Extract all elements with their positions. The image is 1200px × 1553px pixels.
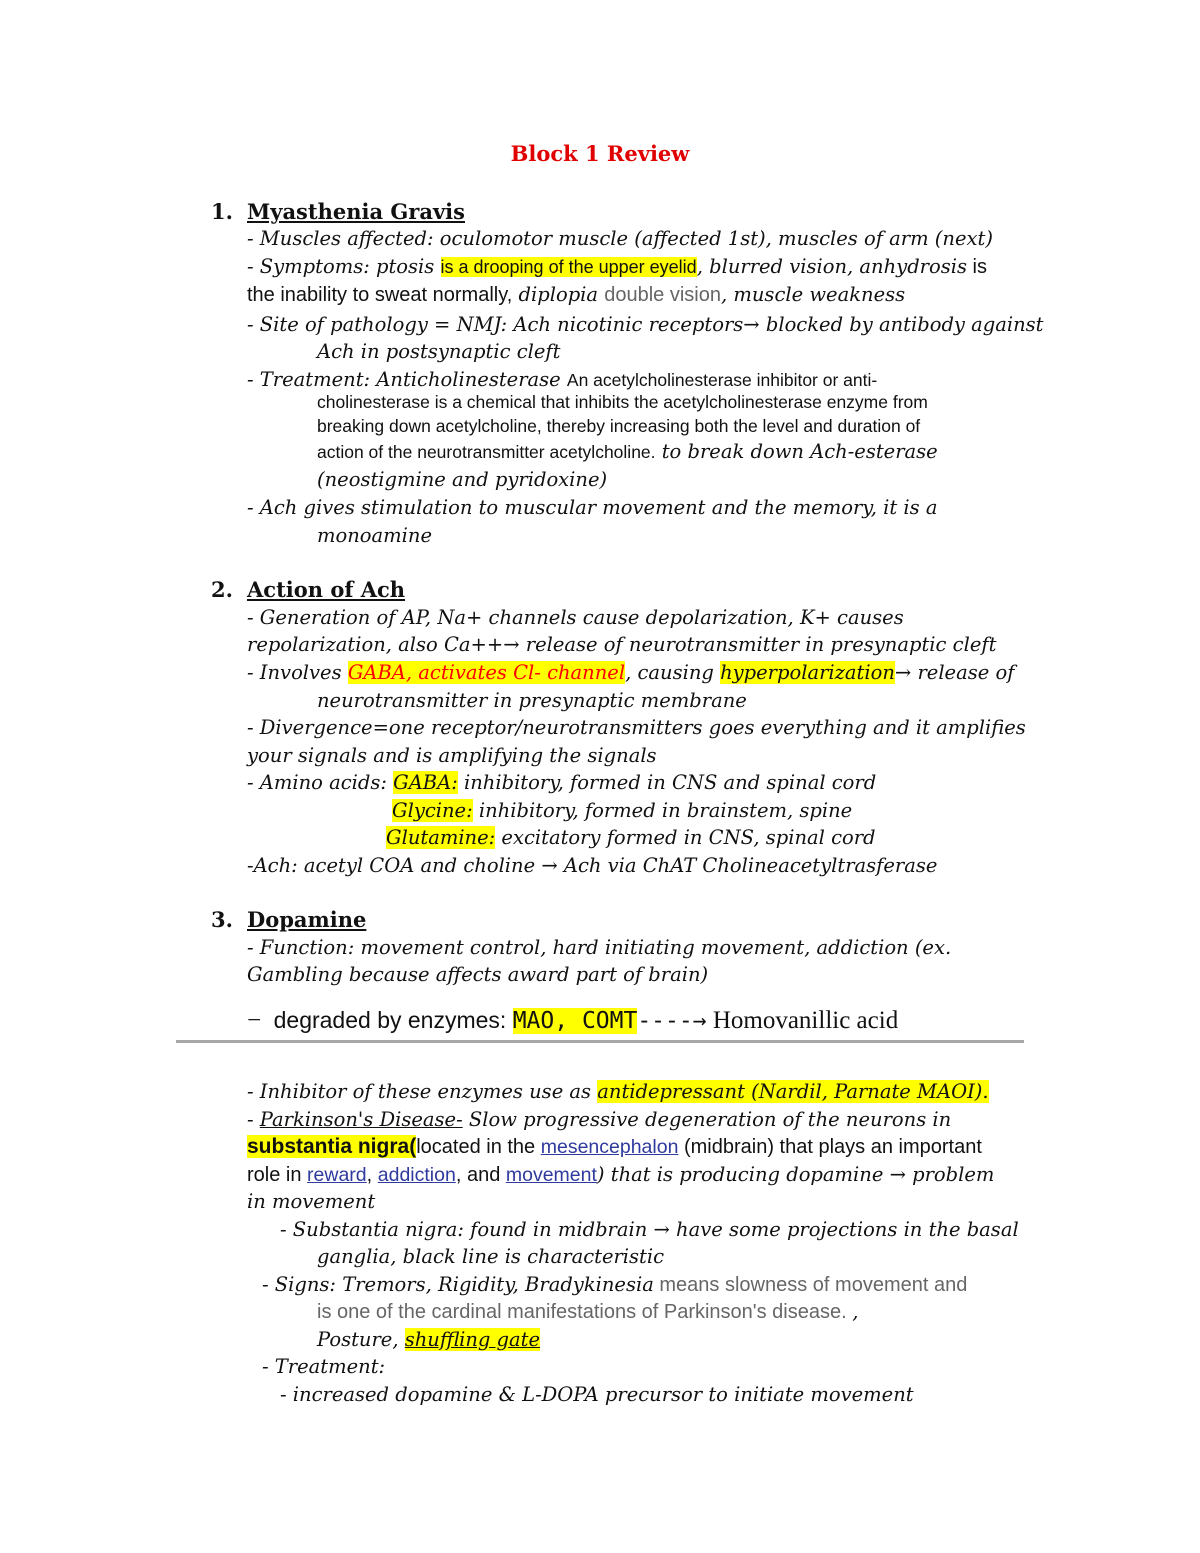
s3-shuffling-gate: shuffling gate [404, 1328, 541, 1351]
section-2-number: 2. [211, 577, 233, 602]
section-1-heading [211, 199, 465, 224]
s3-degraded-label: degraded by enzymes: [273, 1007, 513, 1033]
s2-glycine-desc: inhibitory, formed in brainstem, spine [472, 799, 853, 822]
s2-gaba: GABA: [393, 771, 458, 794]
s1-diplopia-note: double vision [604, 284, 721, 306]
s3-and: , and [455, 1164, 506, 1186]
s2-hyperpolarization: hyperpolarization [720, 661, 895, 684]
s1-diplopia: diplopia [512, 283, 605, 306]
s3-line-ganglia: ganglia, black line is characteristic [317, 1245, 665, 1268]
s1-line-site: - Site of pathology = NMJ: Ach nicotinic receptors→ blocked by antibody against [247, 313, 1044, 336]
s1-break-down: to break down Ach-esterase [655, 440, 938, 463]
s1-symptoms-label: - Symptoms: ptosis [247, 255, 441, 278]
s3-degeneration: Slow progressive degeneration of the neurons in [462, 1108, 952, 1131]
s2-line-amino [247, 769, 876, 796]
s2-line-presynaptic: neurotransmitter in presynaptic membrane [317, 689, 747, 712]
s3-link-movement[interactable]: movement [505, 1164, 597, 1186]
s1-treatment-label: - Treatment: Anticholinesterase [247, 368, 567, 391]
s3-link-reward[interactable]: reward [307, 1164, 367, 1186]
s3-antidepressant: antidepressant (Nardil, Parnate MAOI). [597, 1080, 989, 1103]
s3-line-in-movement: in movement [247, 1190, 376, 1213]
s3-dash: − [247, 1007, 262, 1034]
s3-cardinal-note: is one of the cardinal manifestations of Parkinson's disease. [317, 1301, 853, 1323]
s1-line-anhydrosis [247, 281, 905, 309]
s2-line-glycine [392, 797, 852, 824]
s2-line-glutamine [386, 824, 876, 851]
s1-line-treatment-2: cholinesterase is a chemical that inhibits the acetylcholinesterase enzyme from [317, 392, 928, 412]
s3-link-mesencephalon[interactable]: mesencephalon [540, 1136, 679, 1158]
s2-gaba-desc: inhibitory, formed in CNS and spinal cord [457, 771, 877, 794]
s1-anhydrosis-note: the inability to sweat normally, [247, 284, 513, 306]
s2-causing: , causing [625, 661, 721, 684]
s2-line-signals: your signals and is amplifying the signals [247, 744, 657, 767]
s3-line-function: - Function: movement control, hard initiating movement, addiction (ex. [247, 936, 952, 959]
s3-homovanillic: Homovanillic acid [706, 1007, 899, 1034]
s3-line-signs [262, 1271, 967, 1299]
section-3-number: 3. [211, 907, 233, 932]
s1-muscle-weakness: , muscle weakness [720, 283, 906, 306]
s1-comma: , [696, 255, 710, 278]
s2-line-involves [247, 659, 1014, 686]
s2-gaba-channel: GABA, activates Cl- channel [347, 661, 626, 684]
s2-line-ap: - Generation of AP, Na+ channels cause depolarization, K+ causes [247, 606, 904, 629]
section-2-heading [211, 577, 406, 602]
page-title: Block 1 Review [510, 141, 690, 166]
s1-line-site-cont: Ach in postsynaptic cleft [317, 340, 561, 363]
s3-arrow: ----→ [637, 1008, 707, 1034]
s2-line-chat: -Ach: acetyl COA and choline → Ach via ChAT Cholineacetyltrasferase [247, 854, 938, 877]
section-1-title: Myasthenia Gravis [247, 199, 465, 224]
s3-line-parkinsons [247, 1106, 951, 1133]
s3-line-ldopa: - increased dopamine & L-DOPA precursor to initiate movement [280, 1383, 914, 1406]
s3-dash-2: - [247, 1108, 260, 1131]
s3-link-addiction[interactable]: addiction [377, 1164, 456, 1186]
section-1-number: 1. [211, 199, 233, 224]
s1-line-ach: - Ach gives stimulation to muscular movement and the memory, it is a [247, 496, 938, 519]
s2-glutamine-desc: excitatory formed in CNS, spinal cord [495, 826, 876, 849]
s2-amino-label: - Amino acids: [247, 771, 394, 794]
section-3-title: Dopamine [247, 907, 367, 932]
s3-located: located in the [416, 1136, 541, 1158]
s3-line-degraded [247, 1007, 898, 1035]
section-3-heading [211, 907, 367, 932]
s3-role-in: role in [247, 1164, 308, 1186]
s3-line-treatment: - Treatment: [262, 1355, 386, 1378]
s3-line-nigra-found: - Substantia nigra: found in midbrain → have some projections in the basal [280, 1218, 1019, 1241]
s3-line-gambling: Gambling because affects award part of brain) [247, 963, 709, 986]
s1-ptosis-note: is a drooping of the upper eyelid [440, 257, 697, 277]
s3-line-cardinal [317, 1298, 858, 1326]
s3-producing-dopamine: ) that is producing dopamine → problem [596, 1163, 995, 1186]
s3-line-inhibitor [247, 1078, 989, 1105]
s1-line-drugs: (neostigmine and pyridoxine) [317, 468, 608, 491]
s1-is: is [966, 256, 987, 278]
s3-signs-label: - Signs: Tremors, Rigidity, Bradykinesia [262, 1273, 654, 1296]
s3-line-role [247, 1161, 994, 1189]
s3-parkinsons-label: Parkinson's Disease- [259, 1108, 463, 1131]
s2-release: → release of [894, 661, 1015, 684]
s1-line-muscles: - Muscles affected: oculomotor muscle (affected 1st), muscles of arm (next) [247, 227, 993, 250]
s3-inhibitor-label: - Inhibitor of these enzymes use as [247, 1080, 598, 1103]
s1-line-monoamine: monoamine [317, 524, 432, 547]
s1-treatment-note: An acetylcholinesterase inhibitor or anti- [566, 370, 878, 390]
horizontal-rule [176, 1040, 1024, 1043]
s3-mao-comt: MAO, COMT [512, 1008, 638, 1034]
s3-comma-2: , [852, 1300, 859, 1323]
s3-line-posture [317, 1326, 540, 1353]
s3-midbrain: (midbrain) that plays an important [678, 1136, 982, 1158]
s1-line-symptoms [247, 253, 987, 281]
s3-comma-1: , [366, 1164, 378, 1186]
s1-line-treatment-3: breaking down acetylcholine, thereby increasing both the level and duration of [317, 416, 921, 436]
s2-glutamine: Glutamine: [386, 826, 496, 849]
s2-line-divergence: - Divergence=one receptor/neurotransmitters goes everything and it amplifies [247, 716, 1026, 739]
s3-bradykinesia-note: means slowness of movement and [653, 1274, 968, 1296]
s1-treatment-note-end: action of the neurotransmitter acetylcholine. [317, 442, 656, 462]
s1-symptoms-more: blurred vision, anhydrosis [709, 255, 967, 278]
s3-posture: Posture, [317, 1328, 405, 1351]
s2-line-repolarization: repolarization, also Ca++→ release of neurotransmitter in presynaptic cleft [247, 633, 997, 656]
s3-substantia-nigra: substantia nigra( [247, 1135, 417, 1158]
s3-line-substantia [247, 1133, 982, 1161]
s1-line-treatment-4 [317, 438, 938, 466]
s2-glycine: Glycine: [392, 799, 473, 822]
s2-involves-label: - Involves [247, 661, 348, 684]
section-2-title: Action of Ach [247, 577, 406, 602]
